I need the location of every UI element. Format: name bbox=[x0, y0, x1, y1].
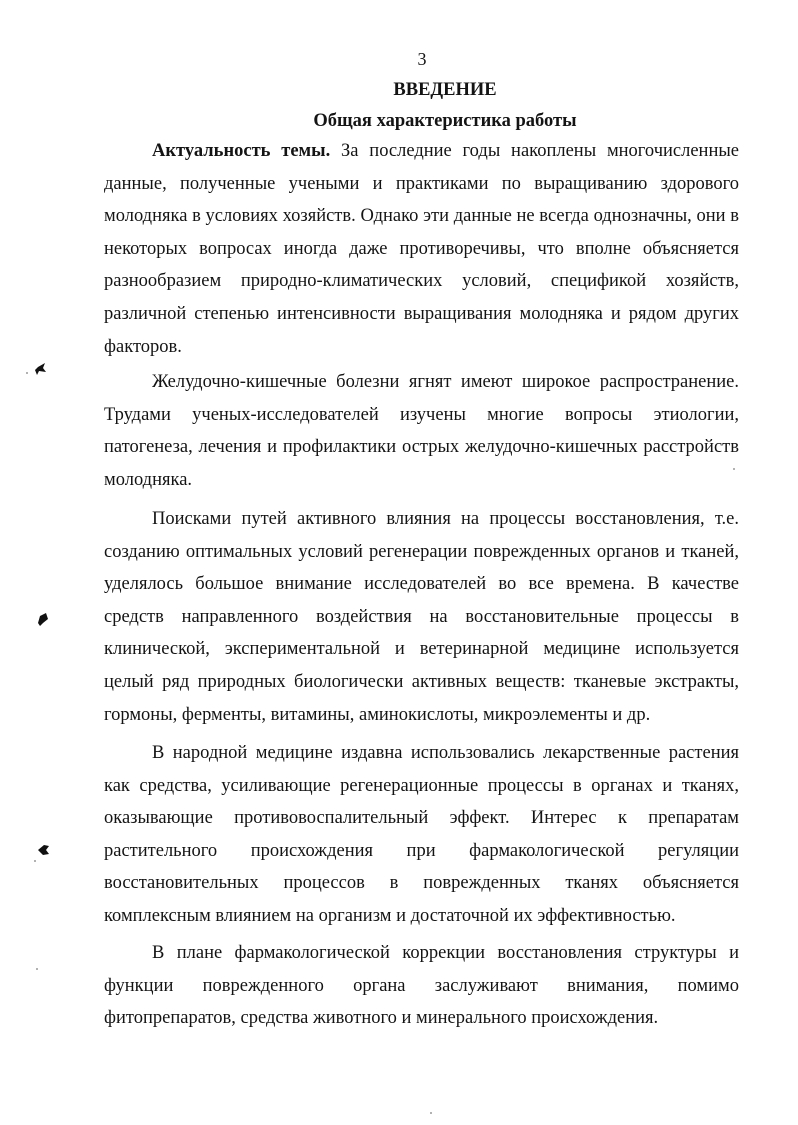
scan-speck bbox=[26, 372, 28, 374]
page-number: 3 bbox=[417, 49, 427, 69]
binding-mark-icon bbox=[35, 611, 51, 627]
paragraph-diseases bbox=[104, 366, 739, 496]
binding-mark-icon bbox=[36, 842, 52, 858]
paragraph-text: В плане фармакологической коррекции восстановления структуры и функции поврежденного органа заслуживают внимания, помимо фитопрепаратов, средства животного и минерального происхождения. bbox=[104, 943, 739, 1029]
paragraph-pharmacology bbox=[104, 937, 739, 1035]
paragraph-text: В народной медицине издавна использовались лекарственные растения как средства, усиливающие регенерационные процессы в органах и тканях, оказывающие противовоспалительный эффект. Интерес к препаратам растительного происхождения при фармакологической регуляции восстановительных процессов в поврежденных тканях объясняется комплексным влиянием на организм и достаточной их эффективностью. bbox=[104, 743, 739, 926]
scan-speck bbox=[733, 468, 735, 470]
binding-mark-icon bbox=[33, 361, 49, 377]
page-title: ВВЕДЕНИЕ bbox=[393, 80, 497, 100]
paragraph-text: За последние годы накоплены многочисленные данные, полученные учеными и практиками по выращиванию здорового молодняка в условиях хозяйств. Однако эти данные не всегда однозначны, они в некоторых вопросах иногда даже противоречивы, что вполне объясняется разнообразием природно-климатических условий, спецификой хозяйств, различной степенью интенсивности выращивания молодняка и рядом других факторов. bbox=[104, 141, 739, 357]
paragraph-text: Желудочно-кишечные болезни ягнят имеют широкое распространение. Трудами ученых-исследователей изучены многие вопросы этиологии, патогенеза, лечения и профилактики острых желудочно-кишечных расстройств молодняка. bbox=[104, 372, 739, 490]
paragraph-text: Поисками путей активного влияния на процессы восстановления, т.е. созданию оптимальных условий регенерации поврежденных органов и тканей, уделялось большое внимание исследователей во все времена. В качестве средств направленного воздействия на восстановительные процессы в клинической, экспериментальной и ветеринарной медицине используется целый ряд природных биологически активных веществ: тканевые экстракты, гормоны, ферменты, витамины, аминокислоты, микроэлементы и др. bbox=[104, 509, 739, 725]
paragraph-regeneration bbox=[104, 503, 739, 731]
paragraph-folk-medicine bbox=[104, 737, 739, 933]
scan-speck bbox=[34, 860, 36, 862]
paragraph-relevance bbox=[104, 135, 739, 363]
scan-speck bbox=[36, 968, 38, 970]
section-subtitle: Общая характеристика работы bbox=[313, 111, 577, 131]
paragraph-lead: Актуальность темы. bbox=[152, 141, 331, 161]
scan-speck bbox=[430, 1112, 432, 1114]
